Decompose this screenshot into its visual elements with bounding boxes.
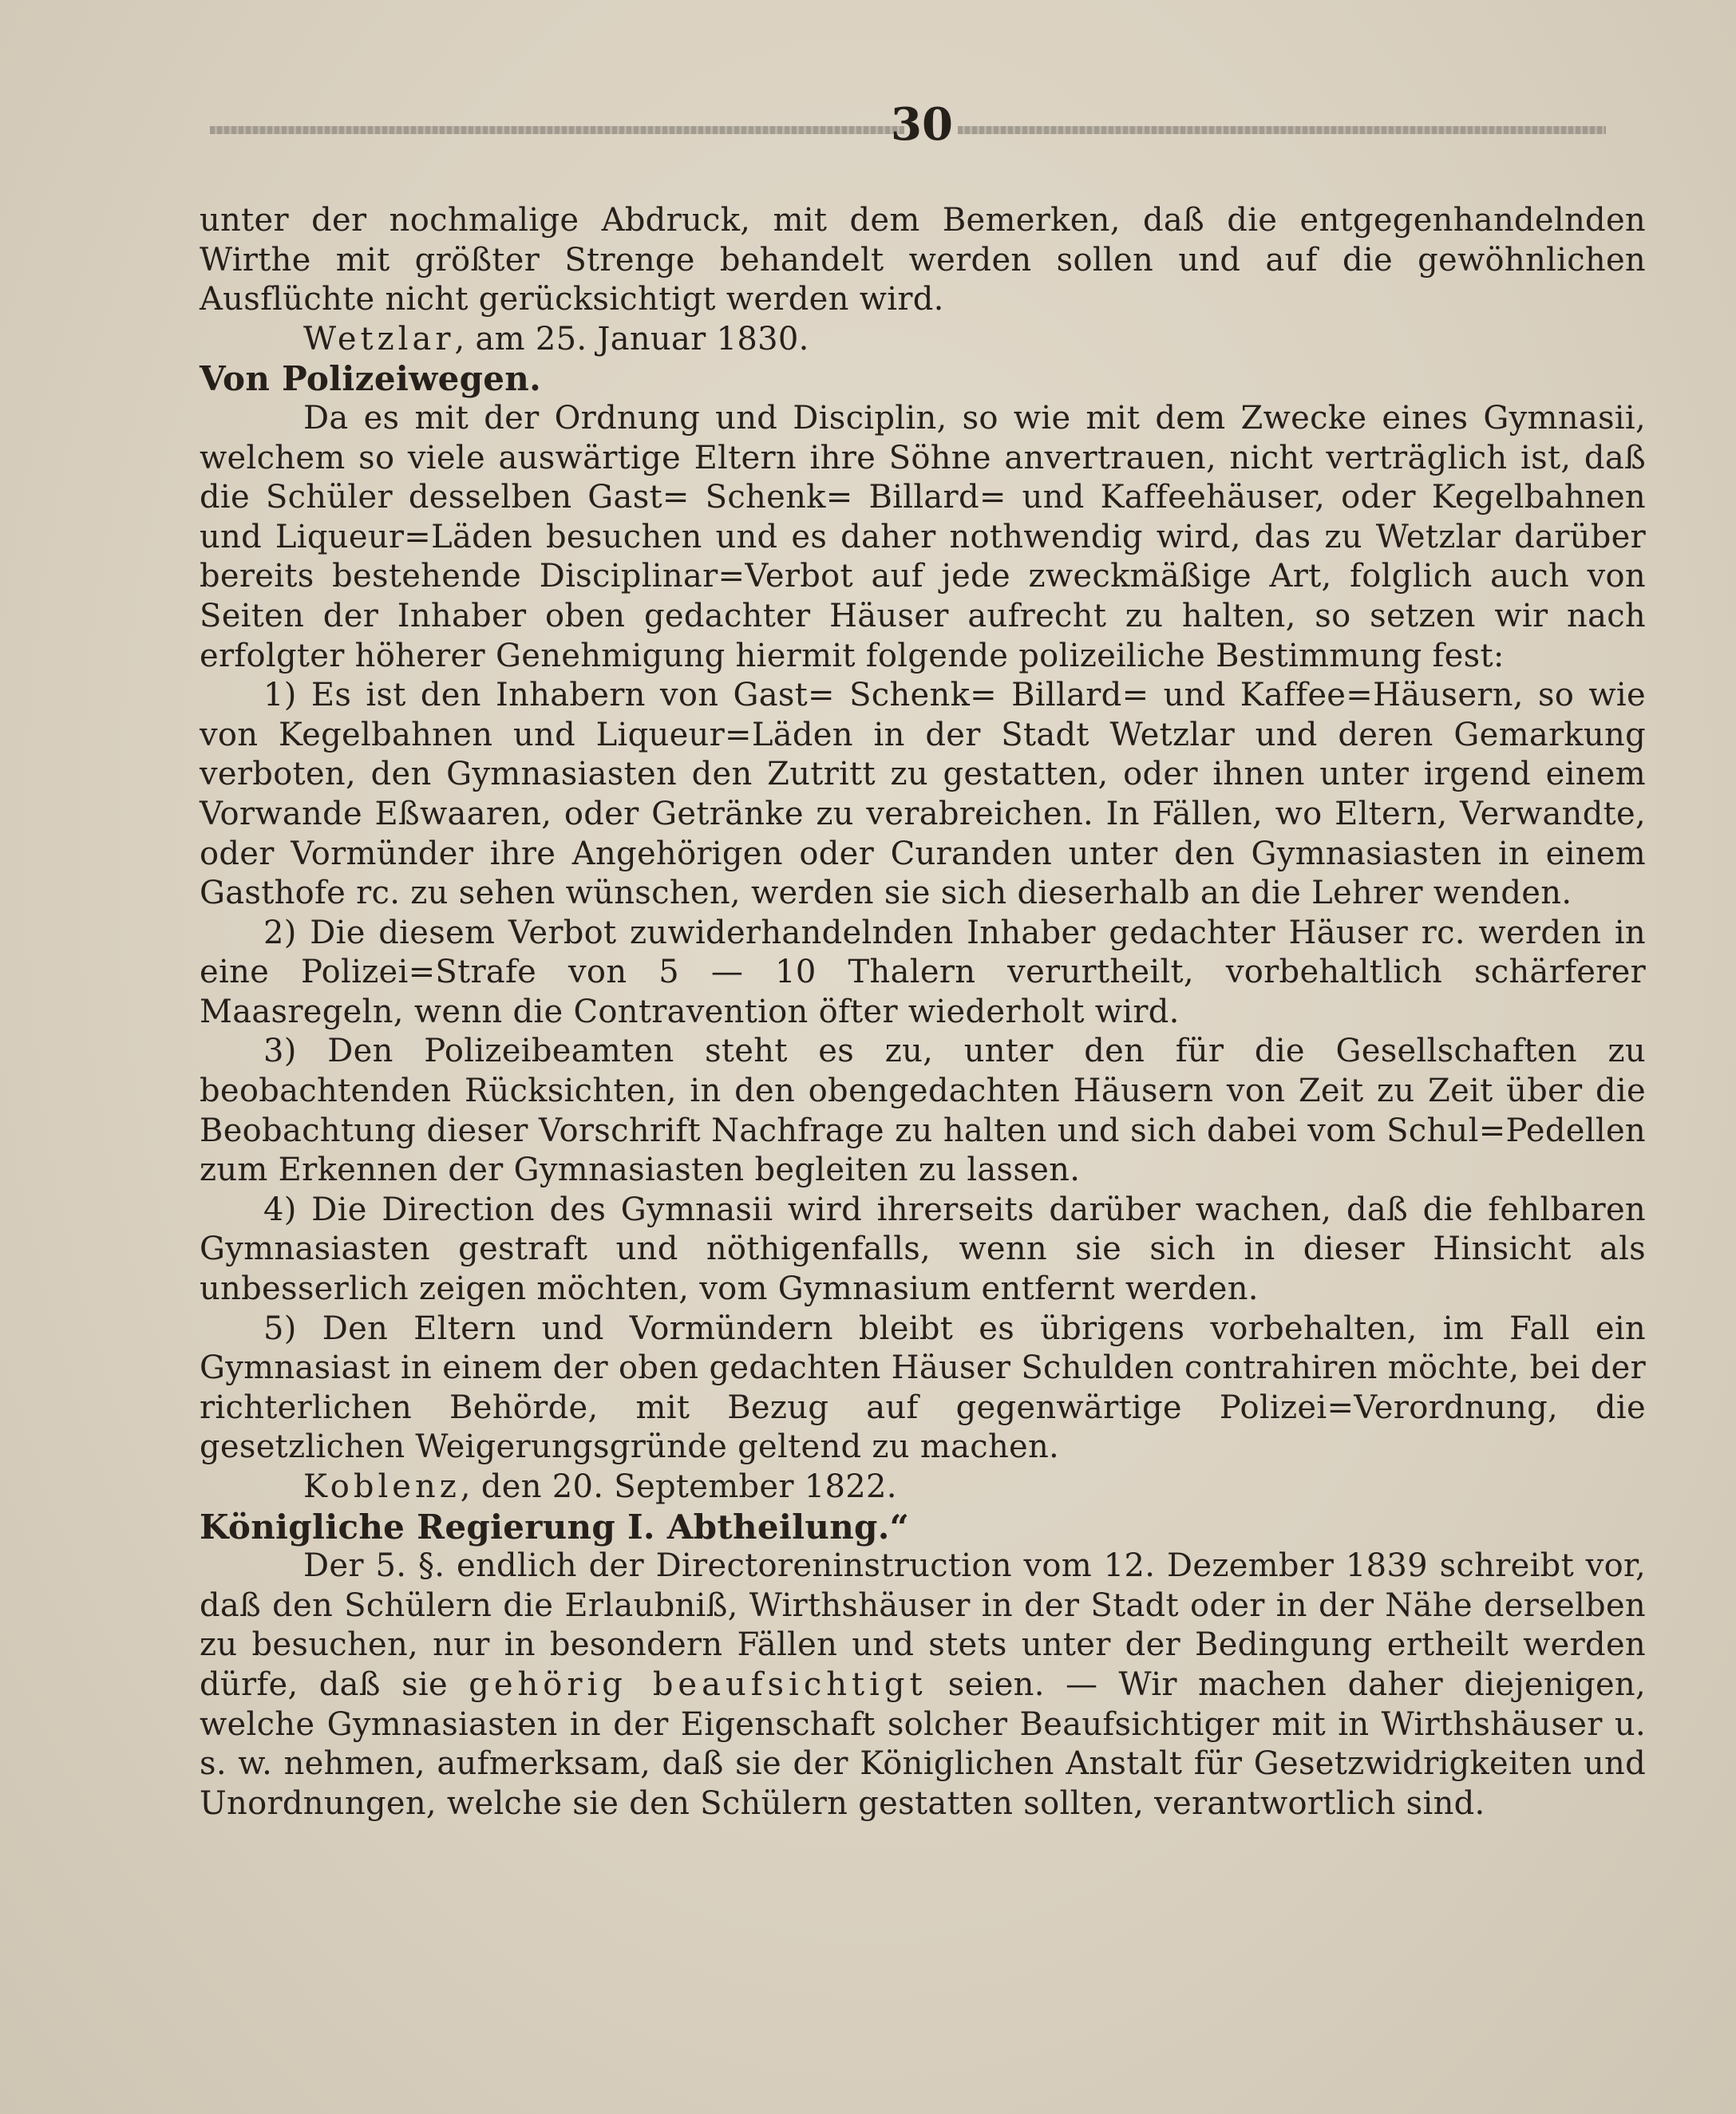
wetzlar-dateline <box>200 320 1646 360</box>
ordinance-preamble: Da es mit der Ordnung und Disciplin, so wie mit dem Zwecke eines Gymnasii, welchem so viele auswärtige Eltern ihre Söhne anvertrauen, nicht verträglich ist, daß die Schüler desselben Gast= Schenk= Billard= und Kaffeehäuser, oder Kegelbahnen und Liqueur=Läden besuchen und es daher nothwendig wird, das zu Wetzlar darüber bereits bestehende Disciplinar=Verbot auf jede zweckmäßige Art, folglich auch von Seiten der Inhaber oben gedachter Häuser aufrecht zu halten, so setzen wir nach erfolgter höherer Genehmigung hiermit folgende polizeiliche Bestimmung fest: <box>200 399 1646 674</box>
closing-paragraph <box>200 1547 1646 1824</box>
wetzlar-signature: Von Polizeiwegen. <box>200 359 542 399</box>
ordinance-item-3: 3) Den Polizeibeamten steht es zu, unter den für die Gesellschaften zu beobachtenden Rücksichten, in den obengedachten Häusern von Zeit zu Zeit über die Beobachtung dieser Vorschrift Nachfrage zu halten und sich dabei vom Schul=Pedellen zum Erkennen der Gymnasiasten begleiten zu lassen. <box>200 1033 1646 1189</box>
closing-text-start: Der 5. §. endlich der Directoreninstruction vom 12. Dezember 1839 schreibt vor, daß den Schülern die Erlaubniß, Wirthshäuser in der Stadt oder in der Nähe derselben zu besuchen, nur in besondern Fällen und stets unter der Bedingung ertheilt werden dürfe, daß sie <box>200 1547 1646 1703</box>
ordinance-item-5: 5) Den Eltern und Vormündern bleibt es übrigens vorbehalten, im Fall ein Gymnasiast in einem der oben gedachten Häuser Schulden contrahiren möchte, bei der richterlichen Behörde, mit Bezug auf gegenwärtige Polizei=Verordnung, die gesetzlichen Weigerungsgründe geltend zu machen. <box>200 1310 1646 1466</box>
koblenz-place: Koblenz <box>303 1468 461 1505</box>
koblenz-date: , den 20. September 1822. <box>460 1468 897 1505</box>
closing-spaced-phrase: gehörig beaufsichtigt <box>469 1666 927 1703</box>
ordinance-item-1: 1) Es ist den Inhabern von Gast= Schenk= Billard= und Kaffee=Häusern, so wie von Kegelbahnen und Liqueur=Läden in der Stadt Wetzlar und deren Gemarkung verboten, den Gymnasiasten den Zutritt zu gestatten, oder ihnen unter irgend einem Vorwande Eßwaaren, oder Getränke zu verabreichen. In Fällen, wo Eltern, Verwandte, oder Vormünder ihre Angehörigen oder Curanden unter den Gymnasiasten in einem Gasthofe rc. zu sehen wünschen, werden sie sich dieserhalb an die Lehrer wenden. <box>200 677 1646 912</box>
intro-paragraph: unter der nochmalige Abdruck, mit dem Bemerken, daß die entgegenhandelnden Wirthe mit größter Strenge behandelt werden sollen und auf die gewöhnlichen Ausflüchte nicht gerücksichtigt werden wird. <box>200 202 1646 318</box>
koblenz-signature: Königliche Regierung I. Abtheilung.“ <box>200 1507 910 1547</box>
koblenz-dateline <box>200 1468 1646 1507</box>
ordinance-item-2: 2) Die diesem Verbot zuwiderhandelnden Inhaber gedachter Häuser rc. werden in eine Polizei=Strafe von 5 — 10 Thalern verurtheilt, vorbehaltlich schärferer Maasregeln, wenn die Contravention öfter wiederholt wird. <box>200 914 1646 1030</box>
wetzlar-date: , am 25. Januar 1830. <box>454 320 809 358</box>
header-rule-right <box>958 126 1606 134</box>
header-rule-left <box>210 126 904 134</box>
body-text <box>200 201 1646 1824</box>
ordinance-item-4: 4) Die Direction des Gymnasii wird ihrerseits darüber wachen, daß die fehlbaren Gymnasiasten gestraft und nöthigenfalls, wenn sie sich in dieser Hinsicht als unbesserlich zeigen möchten, vom Gymnasium entfernt werden. <box>200 1191 1646 1308</box>
page-number: 30 <box>891 98 953 151</box>
closing-text-end: seien. — Wir machen daher diejenigen, welche Gymnasiasten in der Eigenschaft solcher Beaufsichtiger mit in Wirthshäuser u. s. w. nehmen, aufmerksam, daß sie der Königlichen Anstalt für Gesetzwidrigkeiten und Unordnungen, welche sie den Schülern gestatten sollten, verantwortlich sind. <box>200 1666 1646 1822</box>
wetzlar-place: Wetzlar <box>303 320 455 358</box>
